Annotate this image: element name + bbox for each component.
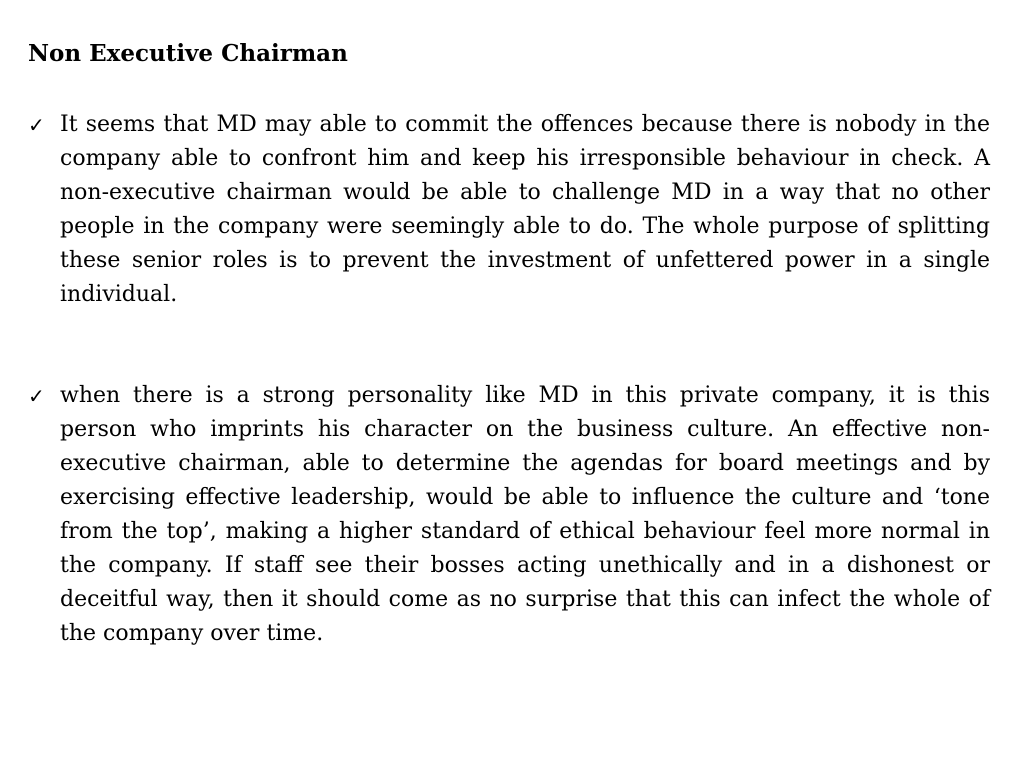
bullet-item <box>28 108 990 312</box>
check-mark-icon: ✓ <box>28 384 45 408</box>
bullet-text: It seems that MD may able to commit the offences because there is nobody in the company able to confront him and keep his irresponsible behaviour in check. A non-executive chairman would be able to challenge MD in a way that no other people in the company were seemingly able to do. The whole purpose of splitting these senior roles is to prevent the investment of unfettered power in a single individual. <box>60 112 990 307</box>
check-mark-icon: ✓ <box>28 113 45 137</box>
slide-title: Non Executive Chairman <box>28 40 348 67</box>
bullet-item <box>28 379 990 651</box>
bullet-text: when there is a strong personality like MD in this private company, it is this person who imprints his character on the business culture. An effective non-executive chairman, able to determine the agendas for board meetings and by exercising effective leadership, would be able to influence the culture and ‘tone from the top’, making a higher standard of ethical behaviour feel more normal in the company. If staff see their bosses acting unethically and in a dishonest or deceitful way, then it should come as no surprise that this can infect the whole of the company over time. <box>60 383 990 646</box>
bullet-list <box>28 108 990 651</box>
